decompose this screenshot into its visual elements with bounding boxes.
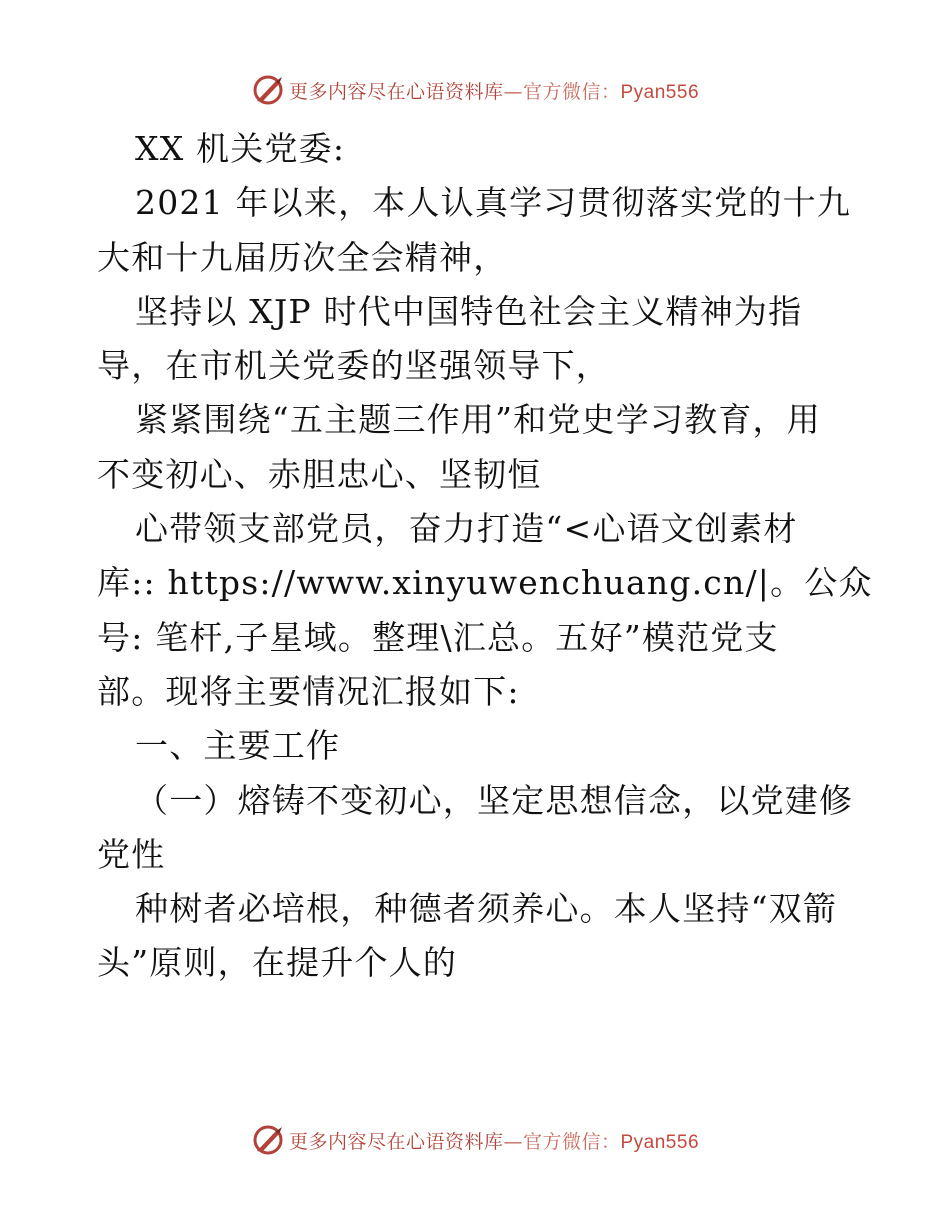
paragraph-line: 2021 年以来，本人认真学习贯彻落实党的十九 [135,183,852,223]
paragraph-line: 紧紧围绕“五主题三作用”和党史学习教育，用 [135,400,821,440]
paragraph-line: 大和十九届历次全会精神， [97,237,508,277]
subsection-heading-continued: 党性 [97,834,166,874]
header-watermark [0,72,950,108]
watermark-text: 更多内容尽在心语资料库—官方微信：Pyan556 [288,80,700,103]
paragraph-line: 部。现将主要情况汇报如下: [97,671,520,711]
subsection-heading: （一）熔铸不变初心，坚定思想信念，以党建修 [135,780,854,820]
paragraph-line: 坚持以 XJP 时代中国特色社会主义精神为指 [135,291,803,331]
paragraph-line: 种树者必培根，种德者须养心。本人坚持“双箭 [135,889,838,929]
section-heading: 一、主要工作 [135,726,341,766]
paragraph-line: 导，在市机关党委的坚强领导下， [97,346,610,386]
footer-watermark [0,1122,950,1158]
paragraph-line: 不变初心、赤胆忠心、坚韧恒 [97,454,542,494]
salutation: XX 机关党委: [135,129,346,168]
paragraph-line: 头”原则，在提升个人的 [97,943,458,983]
quill-seal-logo-icon [251,1123,285,1157]
paragraph-line: 库:: https://www.xinyuwenchuang.cn/|。公众 [97,563,873,603]
paragraph-line: 号: 笔杆,子星域。整理\汇总。五好”模范党支 [97,617,779,657]
watermark-text: 更多内容尽在心语资料库—官方微信：Pyan556 [288,1130,700,1153]
paragraph-line: 心带领支部党员，奋力打造“<心语文创素材 [135,509,798,549]
quill-seal-logo-icon [251,73,285,107]
document-body [97,122,877,991]
